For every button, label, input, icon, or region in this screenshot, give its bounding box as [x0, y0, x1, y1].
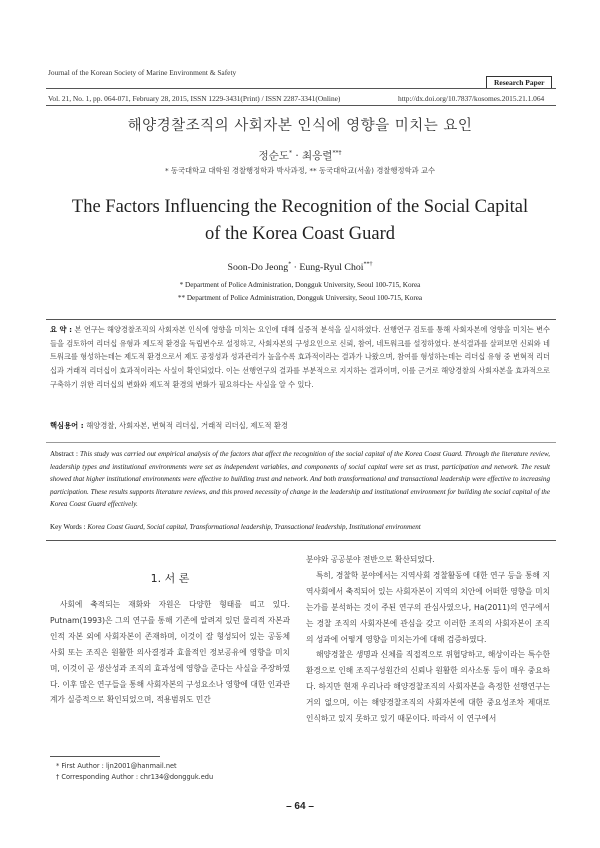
abstract-english-label: Abstract :: [50, 450, 80, 458]
keywords-korean-label: 핵심용어 :: [50, 421, 87, 430]
keywords-english-label: Key Words :: [50, 523, 88, 531]
volume-info: Vol. 21, No. 1, pp. 064-071, February 28, 2015, ISSN 1229-3431(Print) / ISSN 2287-3341(Online): [48, 94, 341, 103]
intro-paragraph-2: 특히, 경찰학 분야에서는 지역사회 경찰활동에 대한 연구 등을 통해 지역사회에서 축적되어 있는 사회자본이 지역의 치안에 어떠한 영향을 미치는가를 분석하는 것이 주된 연구의 관심사였으나, Ha(2011)의 연구에서는 경찰 조직의 사회자본에 관심을 갖고 이러한 조직의 사회자본이 조직의 성과에 어떻게 영향을 미치는가에 대해 검증하였다.: [306, 570, 550, 644]
authors-korean: 정순도* · 최응렬**†: [258, 149, 342, 162]
title-english-line-2: of the Korea Coast Guard: [204, 224, 396, 244]
abstract-english-text: This study was carried out empirical analysis of the factors that affect the recognition of the social capital of the Korea Coast Guard. Through the literature review, leadership types and institutional environments were set as independent variables, and components of social capital were set as trust, participation and network. The result showed that higher institutional environments were effective to building trust and network. And both transformational and transactional leadership were effective to increasing participation. These results supports literature reviews, and this proved necessity of change in the leadership and institutional environment for building the social capital of the Korea Coast Guard effectively.: [50, 450, 550, 508]
right-column: [306, 552, 550, 727]
footnote-first-author: * First Author : ljn2001@hanmail.net: [56, 762, 177, 770]
header-rule-bottom: [46, 105, 556, 106]
section-title-introduction: 1. 서 론: [150, 572, 190, 585]
affiliation-korean: * 동국대학교 대학원 경찰행정학과 박사과정, ** 동국대학교(서울) 경찰행정학과 교수: [164, 166, 436, 175]
abstract-rule-top: [46, 319, 556, 320]
title-korean: 해양경찰조직의 사회자본 인식에 영향을 미치는 요인: [127, 118, 473, 134]
footnote-rule: [50, 756, 160, 757]
title-english-line-1: The Factors Influencing the Recognition of the Social Capital: [71, 197, 529, 217]
intro-paragraph-3: 해양경찰은 생명과 신체를 직접적으로 위협당하고, 해상이라는 특수한 환경으로 인해 조직구성원간의 신뢰나 원활한 의사소통 등이 매우 중요하다. 하지만 현재 우리나라 해양경찰조직의 사회자본을 측정한 선행연구는 거의 없으며, 이는 해양경찰조직의 사회자본에 대한 중요성조차 제대로 인식하고 있지 못하고 있기 때문이다. 따라서 이 연구에서: [306, 650, 550, 724]
author-2-ko: 최응렬: [302, 150, 333, 162]
author-1-en: Soon-Do Jeong: [227, 262, 289, 273]
affiliation-english-2: ** Department of Police Administration, Dongguk University, Seoul 100-715, Korea: [177, 294, 423, 302]
keywords-korean-text: 해양경찰, 사회자본, 변혁적 리더십, 거래적 리더십, 제도적 환경: [86, 421, 288, 430]
author-2-en: Eung-Ryul Choi: [299, 262, 364, 273]
abstract-korean: [50, 323, 550, 392]
abstract-divider: [46, 442, 556, 443]
journal-name: Journal of the Korean Society of Marine Environment & Safety: [48, 68, 237, 77]
affiliation-english-1: * Department of Police Administration, Dongguk University, Seoul 100-715, Korea: [179, 281, 421, 289]
abstract-korean-label: 요 약 :: [50, 325, 75, 334]
keywords-english: [50, 523, 550, 531]
authors-english: Soon-Do Jeong* · Eung-Ryul Choi**†: [227, 261, 373, 273]
page-number: – 64 –: [286, 801, 314, 812]
keywords-english-text: Korea Coast Guard, Social capital, Transformational leadership, Transactional leadership, Institutional environment: [87, 523, 421, 531]
keywords-korean: [50, 421, 550, 431]
abstract-korean-text: 본 연구는 해양경찰조직의 사회자본 인식에 영향을 미치는 요인에 대해 실증적 분석을 실시하였다. 선행연구 검토를 통해 사회자본에 영향을 미치는 변수들을 검토하여 리더십 유형과 제도적 환경을 독립변수로 설정하고, 사회자본의 구성요인으로 신뢰, 참여, 네트워크를 설정하였다. 분석결과를 살펴보면 신뢰와 네트워크를 형성하는데는 제도적 환경으로서 제도 공정성과 성과관리가 높을수록 효과적이라는 결과가 나왔으며, 참여를 형성하는데는 리더십 유형 중 변혁적 리더십과 거래적 리더십이 효과적이라는 사실이 확인되었다. 이는 선행연구의 결과를 부분적으로 지지하는 결과이며, 이를 근거로 해양경찰의 사회자본을 효과적으로 구축하기 위한 리더십의 변화와 제도적 환경의 변화가 필요하다는 사실을 알 수 있다.: [50, 325, 550, 389]
abstract-english: [50, 448, 550, 511]
doi-link[interactable]: http://dx.doi.org/10.7837/kosomes.2015.21.1.064: [398, 94, 545, 103]
research-paper-badge: Research Paper: [486, 76, 552, 89]
intro-paragraph-1: 사회에 축적되는 재화와 자원은 다양한 형태를 띠고 있다. Putnam(1993)은 그의 연구를 통해 기존에 알려져 있던 물리적 자본과 인적 자본 외에 사회자본이 존재하며, 이것이 잘 형성되어 있는 공동체 사회 또는 조직은 원활한 의사결정과 효율적인 정보공유에 영향을 미치며, 이것이 곧 생산성과 조직의 효과성에 영향을 준다는 사실을 주장하였다. 이후 많은 연구들을 통해 사회자본의 구성요소나 영향에 대한 인과관계가 실증적으로 확인되었으며, 적용범위도 민간: [50, 600, 290, 705]
title-english: [0, 194, 600, 248]
footnote-corresponding-author: † Corresponding Author : chr134@dongguk.edu: [56, 773, 214, 781]
header-rule-top: [46, 88, 556, 89]
abstract-rule-bottom: [46, 540, 556, 541]
author-1-ko: 정순도: [258, 150, 289, 162]
intro-continuation: 분야와 공공분야 전반으로 확산되었다.: [306, 555, 435, 564]
left-column: [50, 597, 290, 708]
